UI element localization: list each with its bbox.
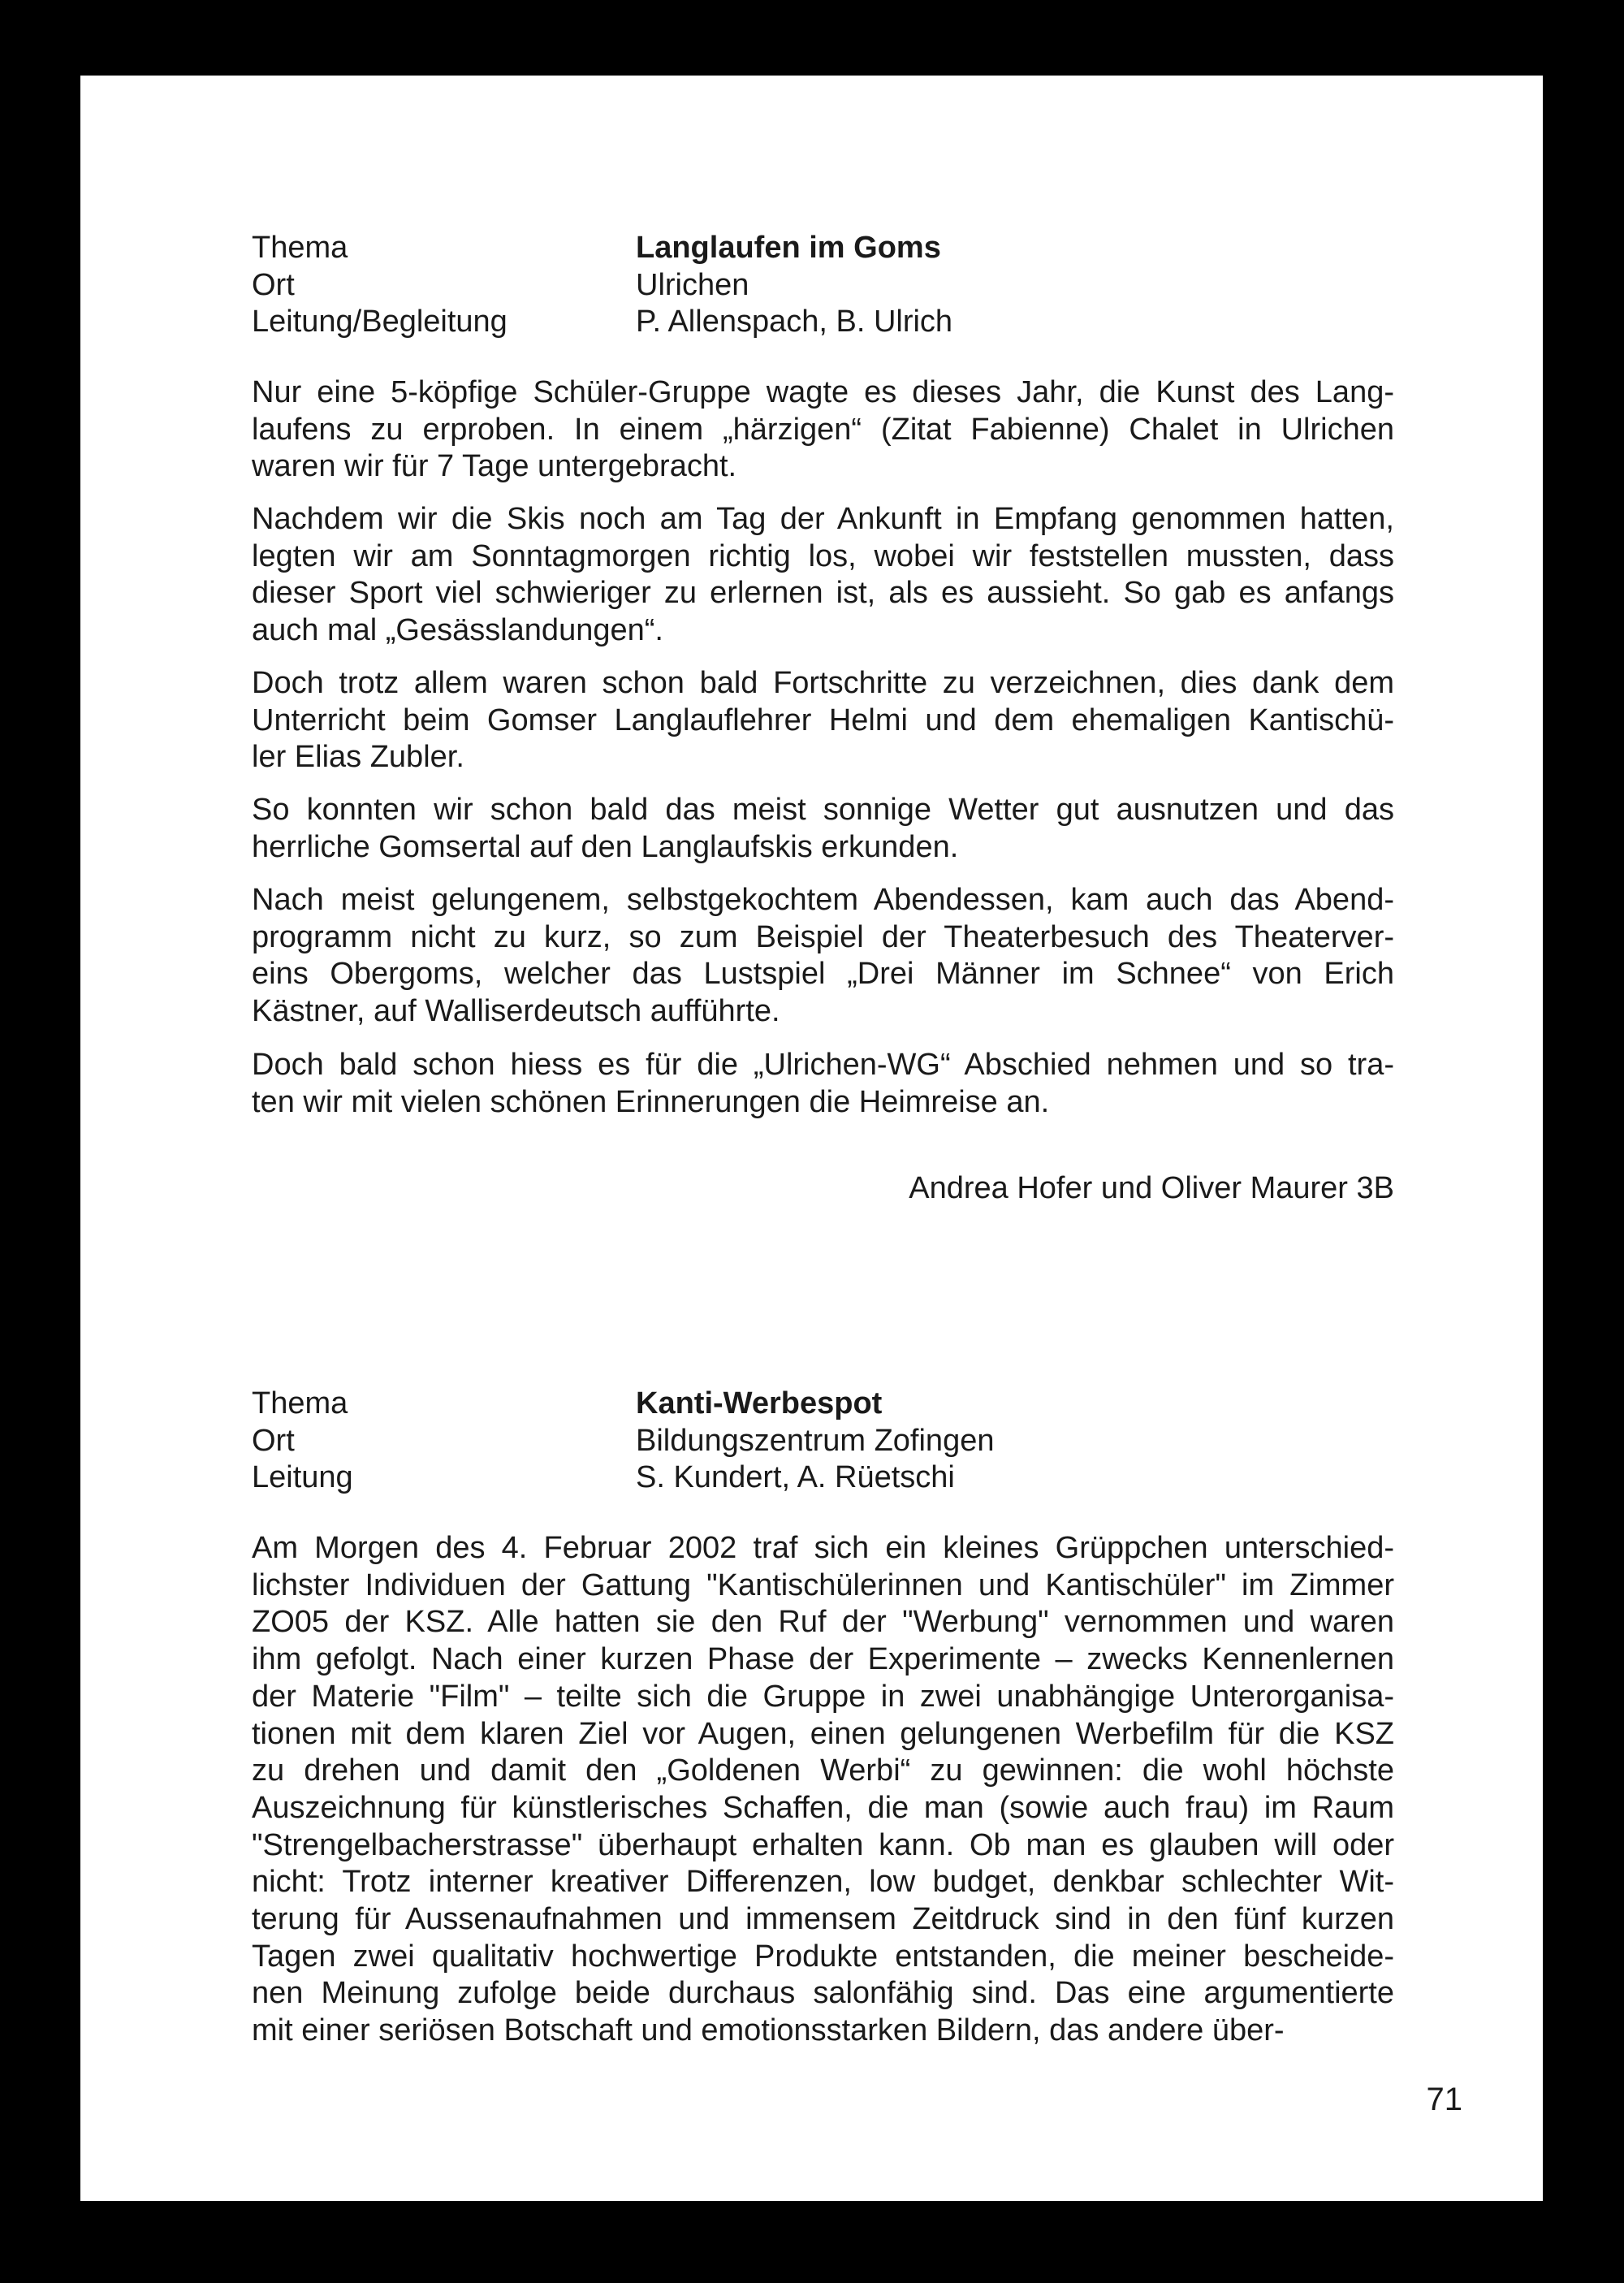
text-line: Nur eine 5-köpfige Schüler-Gruppe wagte es dieses Jahr, die Kunst des Lang- bbox=[252, 375, 1394, 409]
meta-value: Langlaufen im Goms bbox=[636, 231, 941, 265]
text-line: ten wir mit vielen schönen Erinnerungen die Heimreise an. bbox=[252, 1084, 1050, 1119]
text-line: Tagen zwei qualitativ hochwertige Produkte entstanden, die meiner bescheide- bbox=[252, 1939, 1394, 1974]
text-line: ZO05 der KSZ. Alle hatten sie den Ruf der "Werbung" vernommen und waren bbox=[252, 1605, 1394, 1640]
text-line: der Materie "Film" – teilte sich die Gruppe in zwei unabhängige Unterorganisa- bbox=[252, 1679, 1394, 1714]
paragraph bbox=[252, 501, 1394, 650]
document-page bbox=[80, 76, 1543, 2201]
meta-label: Thema bbox=[252, 231, 348, 265]
meta-value: Ulrichen bbox=[636, 267, 749, 302]
meta-value: S. Kundert, A. Rüetschi bbox=[636, 1460, 955, 1495]
paragraph bbox=[252, 1047, 1394, 1121]
text-line: herrliche Gomsertal auf den Langlaufskis erkunden. bbox=[252, 829, 959, 864]
paragraph bbox=[252, 374, 1394, 486]
text-line: waren wir für 7 Tage untergebracht. bbox=[252, 449, 737, 484]
page-number: 71 bbox=[1426, 2082, 1462, 2117]
text-line: Kästner, auf Walliserdeutsch aufführte. bbox=[252, 994, 780, 1029]
text-line: lichster Individuen der Gattung "Kantischülerinnen und Kantischüler" im Zimmer bbox=[252, 1567, 1394, 1602]
text-line: nicht: Trotz interner kreativer Differenzen, low budget, denkbar schlechter Wit- bbox=[252, 1865, 1394, 1900]
text-line: auch mal „Gesässlandungen“. bbox=[252, 613, 663, 648]
meta-label: Leitung bbox=[252, 1460, 353, 1495]
meta-value: Bildungszentrum Zofingen bbox=[636, 1423, 995, 1458]
text-line: "Strengelbacherstrasse" überhaupt erhalten kann. Ob man es glauben will oder bbox=[252, 1827, 1394, 1862]
text-line: Doch trotz allem waren schon bald Fortschritte zu verzeichnen, dies dank dem bbox=[252, 666, 1394, 700]
text-line: terung für Aussenaufnahmen und immensem Zeitdruck sind in den fünf kurzen bbox=[252, 1902, 1394, 1937]
meta-label: Ort bbox=[252, 267, 295, 302]
text-line: ihm gefolgt. Nach einer kurzen Phase der Experimente – zwecks Kennenlernen bbox=[252, 1642, 1394, 1677]
text-line: tionen mit dem klaren Ziel vor Augen, einen gelungenen Werbefilm für die KSZ bbox=[252, 1716, 1394, 1751]
text-line: ler Elias Zubler. bbox=[252, 740, 464, 775]
text-line: mit einer seriösen Botschaft und emotionsstarken Bildern, das andere über- bbox=[252, 2013, 1285, 2048]
text-line: Unterricht beim Gomser Langlauflehrer Helmi und dem ehemaligen Kantischü- bbox=[252, 703, 1394, 737]
text-line: eins Obergoms, welcher das Lustspiel „Drei Männer im Schnee“ von Erich bbox=[252, 957, 1394, 992]
text-line: nen Meinung zufolge beide durchaus salonfähig sind. Das eine argumentierte bbox=[252, 1976, 1394, 2011]
meta-label: Thema bbox=[252, 1386, 348, 1420]
meta-label: Ort bbox=[252, 1423, 295, 1458]
section2-meta bbox=[252, 1386, 1394, 1497]
text-line: Nach meist gelungenem, selbstgekochtem Abendessen, kam auch das Abend- bbox=[252, 883, 1394, 917]
text-line: Doch bald schon hiess es für die „Ulrichen-WG“ Abschied nehmen und so tra- bbox=[252, 1048, 1394, 1082]
text-line: programm nicht zu kurz, so zum Beispiel der Theaterbesuch des Theaterver- bbox=[252, 919, 1394, 954]
paragraph bbox=[252, 1530, 1394, 2050]
text-line: Am Morgen des 4. Februar 2002 traf sich ein kleines Grüppchen unterschied- bbox=[252, 1531, 1394, 1565]
text-line: Nachdem wir die Skis noch am Tag der Ankunft in Empfang genommen hatten, bbox=[252, 502, 1394, 536]
text-line: legten wir am Sonntagmorgen richtig los, wobei wir feststellen mussten, dass bbox=[252, 538, 1394, 573]
meta-value: Kanti-Werbespot bbox=[636, 1386, 883, 1420]
section1-meta bbox=[252, 230, 1394, 341]
paragraph bbox=[252, 882, 1394, 1031]
text-line: Auszeichnung für künstlerisches Schaffen, die man (sowie auch frau) im Raum bbox=[252, 1790, 1394, 1825]
text-line: So konnten wir schon bald das meist sonnige Wetter gut ausnutzen und das bbox=[252, 793, 1394, 827]
meta-value: P. Allenspach, B. Ulrich bbox=[636, 305, 953, 339]
text-line: dieser Sport viel schwieriger zu erlernen ist, als es aussieht. So gab es anfangs bbox=[252, 576, 1394, 611]
paragraph bbox=[252, 792, 1394, 866]
meta-label: Leitung/Begleitung bbox=[252, 305, 508, 339]
signature: Andrea Hofer und Oliver Maurer 3B bbox=[909, 1171, 1394, 1205]
text-line: laufens zu erproben. In einem „härzigen“ (Zitat Fabienne) Chalet in Ulrichen bbox=[252, 412, 1394, 447]
paragraph bbox=[252, 665, 1394, 776]
text-line: zu drehen und damit den „Goldenen Werbi“ zu gewinnen: die wohl höchste bbox=[252, 1753, 1394, 1788]
